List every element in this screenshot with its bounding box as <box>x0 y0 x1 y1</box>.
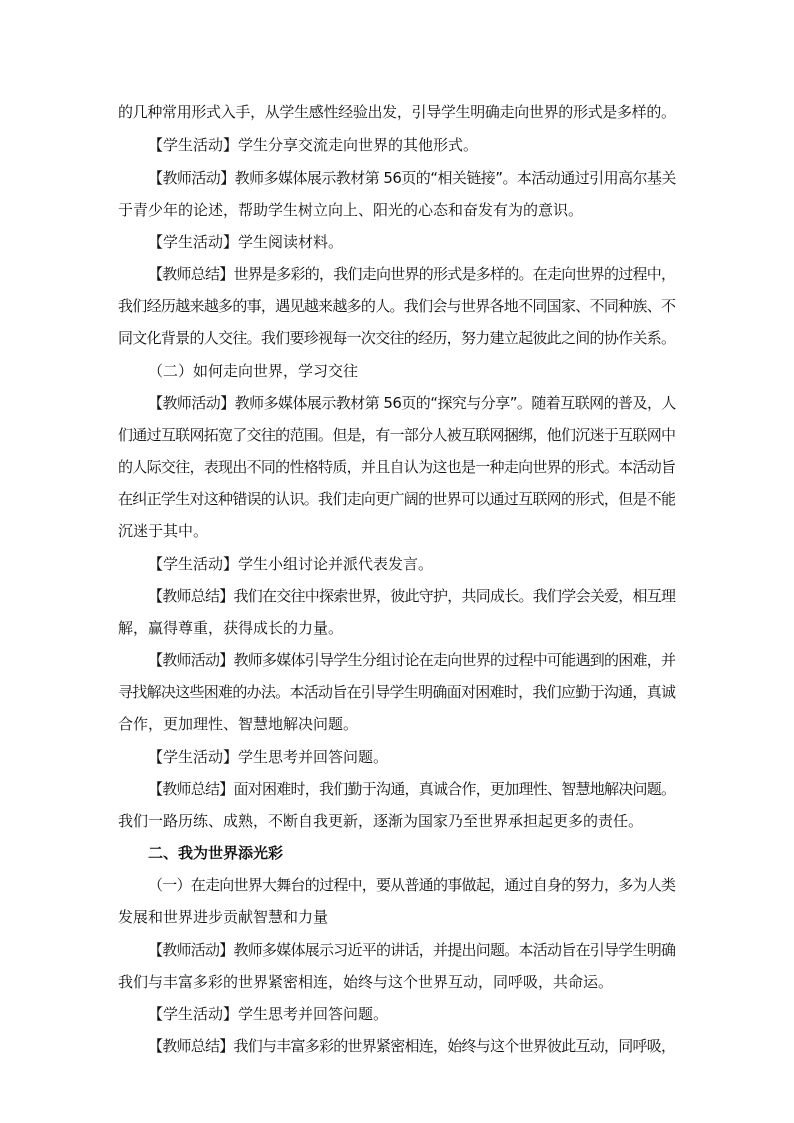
paragraph-line: 解，赢得尊重，获得成长的力量。 <box>118 619 344 637</box>
paragraph-line: 【教师活动】教师多媒体引导学生分组讨论在走向世界的过程中可能遇到的困难，并 <box>148 651 676 669</box>
paragraph-line: 合作，更加理性、智慧地解决问题。 <box>118 715 359 733</box>
paragraph-line: 【教师活动】教师多媒体展示教材第 56页的“探究与分享”。随着互联网的普及，人 <box>148 394 676 412</box>
paragraph-line: 【学生活动】学生小组讨论并派代表发言。 <box>148 555 434 573</box>
paragraph-line: 【教师活动】教师多媒体展示教材第 56页的“相关链接”。本活动通过引用高尔基关 <box>148 169 676 187</box>
paragraph-line: 【教师总结】我们与丰富多彩的世界紧密相连，始终与这个世界彼此互动，同呼吸， <box>148 1037 676 1055</box>
paragraph-line: 寻找解决这些困难的办法。本活动旨在引导学生明确面对困难时，我们应勤于沟通，真诚 <box>118 683 676 701</box>
section-heading: （二）如何走向世界，学习交往 <box>148 362 359 380</box>
paragraph-line: 同文化背景的人交往。我们要珍视每一次交往的经历，努力建立起彼此之间的协作关系。 <box>118 329 676 347</box>
paragraph-line: 们通过互联网拓宽了交往的范围。但是，有一部分人被互联网捆绑，他们沉迷于互联网中 <box>118 426 676 444</box>
paragraph-line: 【学生活动】学生阅读材料。 <box>148 233 344 251</box>
paragraph-line: 于青少年的论述，帮助学生树立向上、阳光的心态和奋发有为的意识。 <box>118 201 584 219</box>
paragraph-line: （一）在走向世界大舞台的过程中，要从普通的事做起，通过自身的努力，多为人类 <box>148 876 676 894</box>
paragraph-line: 我们一路历练、成熟，不断自我更新，逐渐为国家乃至世界承担起更多的责任。 <box>118 812 644 830</box>
paragraph-line: 【教师活动】教师多媒体展示习近平的讲话，并提出问题。本活动旨在引导学生明确 <box>148 941 676 959</box>
paragraph-line: 沉迷于其中。 <box>118 522 209 540</box>
paragraph-line: 发展和世界进步贡献智慧和力量 <box>118 908 329 926</box>
paragraph-line: 我们与丰富多彩的世界紧密相连，始终与这个世界互动，同呼吸，共命运。 <box>118 973 614 991</box>
paragraph-line: 在纠正学生对这种错误的认识。我们走向更广阔的世界可以通过互联网的形式，但是不能 <box>118 490 676 508</box>
paragraph-line: 【教师总结】世界是多彩的，我们走向世界的形式是多样的。在走向世界的过程中， <box>148 265 676 283</box>
paragraph-line: 的人际交往，表现出不同的性格特质，并且自认为这也是一种走向世界的形式。本活动旨 <box>118 458 676 476</box>
paragraph-line: 【学生活动】学生思考并回答问题。 <box>148 1005 389 1023</box>
paragraph-line: 【教师总结】我们在交往中探索世界，彼此守护，共同成长。我们学会关爱，相互理 <box>148 587 676 605</box>
paragraph-line: 【学生活动】学生分享交流走向世界的其他形式。 <box>148 136 479 154</box>
section-heading: 二、我为世界添光彩 <box>148 844 284 862</box>
paragraph-line: 【学生活动】学生思考并回答问题。 <box>148 748 389 766</box>
paragraph-line: 【教师总结】面对困难时，我们勤于沟通，真诚合作，更加理性、智慧地解决问题。 <box>148 780 676 798</box>
paragraph-line: 的几种常用形式入手，从学生感性经验出发，引导学生明确走向世界的形式是多样的。 <box>118 103 676 121</box>
paragraph-line: 我们经历越来越多的事，遇见越来越多的人。我们会与世界各地不同国家、不同种族、不 <box>118 297 676 315</box>
